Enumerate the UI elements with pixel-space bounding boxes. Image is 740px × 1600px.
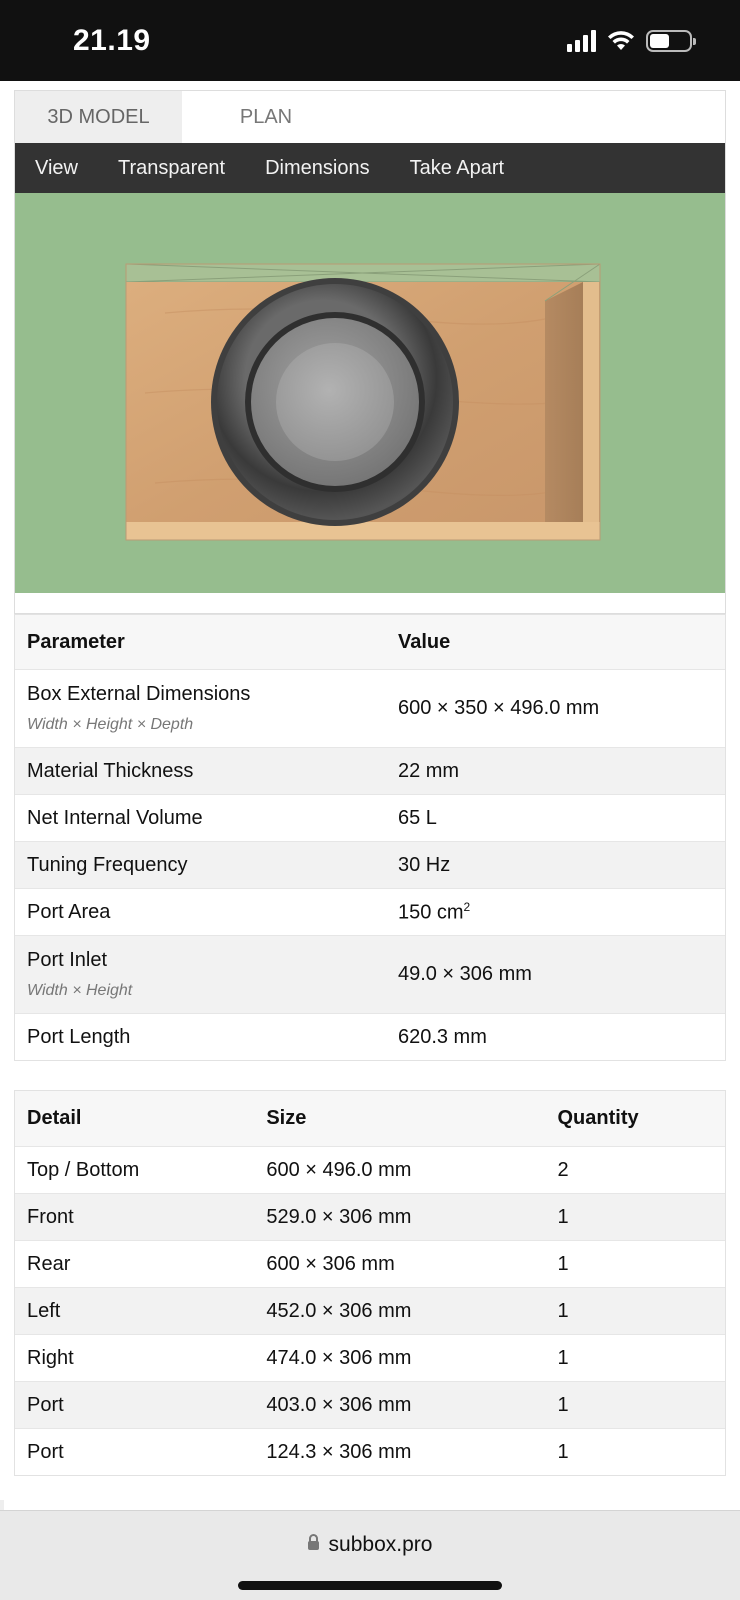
param-value: 620.3 mm: [397, 1025, 487, 1048]
detail-size: 452.0 × 306 mm: [266, 1299, 412, 1322]
column-header-quantity: Quantity: [557, 1107, 639, 1129]
superscript: 2: [463, 899, 471, 914]
detail-quantity: 1: [557, 1440, 569, 1463]
detail-size: 403.0 × 306 mm: [266, 1393, 412, 1416]
detail-size: 600 × 496.0 mm: [266, 1158, 412, 1181]
toolbar-take-apart-button[interactable]: Take Apart: [409, 156, 505, 179]
lock-icon: [308, 1541, 319, 1550]
table-header-row: [15, 615, 725, 669]
param-value: 49.0 × 306 mm: [397, 963, 532, 985]
url-domain[interactable]: subbox.pro: [328, 1533, 433, 1556]
table-row: [15, 669, 725, 747]
tab-3d-model[interactable]: 3D MODEL: [15, 91, 182, 143]
wifi-icon: [606, 30, 636, 52]
param-value: 150 $cm^2$: [397, 899, 471, 924]
table-row: [15, 1240, 725, 1287]
table-row: [15, 1146, 725, 1193]
table-row: [15, 1193, 725, 1240]
param-name: Port Area: [27, 900, 111, 923]
column-header-size: Size: [266, 1107, 307, 1129]
table-row: [15, 841, 725, 888]
3d-model-viewport[interactable]: [15, 193, 725, 593]
detail-quantity: 1: [557, 1346, 569, 1369]
table-row: [15, 794, 725, 841]
detail-quantity: 1: [557, 1205, 569, 1228]
param-value: 22 mm: [397, 759, 460, 782]
table-header-row: [15, 1091, 725, 1146]
model-card: [14, 90, 726, 614]
detail-name: Left: [27, 1299, 61, 1322]
toolbar-dimensions-button[interactable]: Dimensions: [265, 156, 370, 179]
param-subtitle: Width × Height × Depth: [27, 716, 194, 733]
detail-name: Front: [27, 1205, 74, 1228]
parameters-table: [14, 614, 726, 1061]
detail-size: 600 × 306 mm: [266, 1252, 395, 1275]
column-header-detail: Detail: [27, 1107, 82, 1129]
param-value: 600 × 350 × 496.0 mm: [397, 697, 600, 719]
table-row: [15, 1381, 725, 1428]
column-header-value: Value: [397, 630, 451, 653]
table-row: [15, 1334, 725, 1381]
battery-icon: [646, 30, 692, 52]
param-subtitle: Width × Height: [27, 982, 133, 999]
detail-name: Right: [27, 1346, 74, 1369]
tab-plan[interactable]: PLAN: [239, 105, 293, 128]
param-value: 30 Hz: [397, 853, 451, 876]
param-name: Port Length: [27, 1025, 131, 1048]
table-row: [15, 1013, 725, 1060]
detail-name: Port: [27, 1440, 64, 1463]
status-icons: [567, 30, 692, 52]
detail-name: Rear: [27, 1252, 71, 1275]
status-bar: [0, 0, 740, 81]
detail-quantity: 1: [557, 1299, 569, 1322]
toolbar-transparent-button[interactable]: Transparent: [118, 156, 226, 179]
detail-name: Top / Bottom: [27, 1158, 140, 1181]
table-row: [15, 888, 725, 935]
view-tabs: [15, 91, 725, 143]
param-name: Port Inlet: [27, 949, 108, 971]
column-header-parameter: Parameter: [27, 630, 125, 653]
table-row: [15, 1428, 725, 1475]
details-table: [14, 1090, 726, 1476]
param-value: 65 L: [397, 806, 437, 829]
detail-size: 124.3 × 306 mm: [266, 1440, 412, 1463]
home-indicator[interactable]: [238, 1581, 502, 1590]
param-name: Material Thickness: [27, 759, 194, 782]
detail-size: 529.0 × 306 mm: [266, 1205, 412, 1228]
param-name: Net Internal Volume: [27, 806, 203, 829]
detail-size: 474.0 × 306 mm: [266, 1346, 412, 1369]
table-row: [15, 1287, 725, 1334]
detail-quantity: 1: [557, 1393, 569, 1416]
status-time: 21.19: [73, 24, 151, 57]
toolbar-view-button[interactable]: View: [35, 156, 78, 179]
detail-quantity: 2: [557, 1158, 569, 1181]
subwoofer-box-model: [15, 193, 725, 593]
cellular-signal-icon: [567, 30, 596, 52]
model-toolbar: [15, 143, 725, 193]
detail-quantity: 1: [557, 1252, 569, 1275]
detail-name: Port: [27, 1393, 64, 1416]
param-name: Box External Dimensions: [27, 683, 251, 705]
table-row: [15, 747, 725, 794]
param-name: Tuning Frequency: [27, 853, 188, 876]
table-row: [15, 935, 725, 1013]
